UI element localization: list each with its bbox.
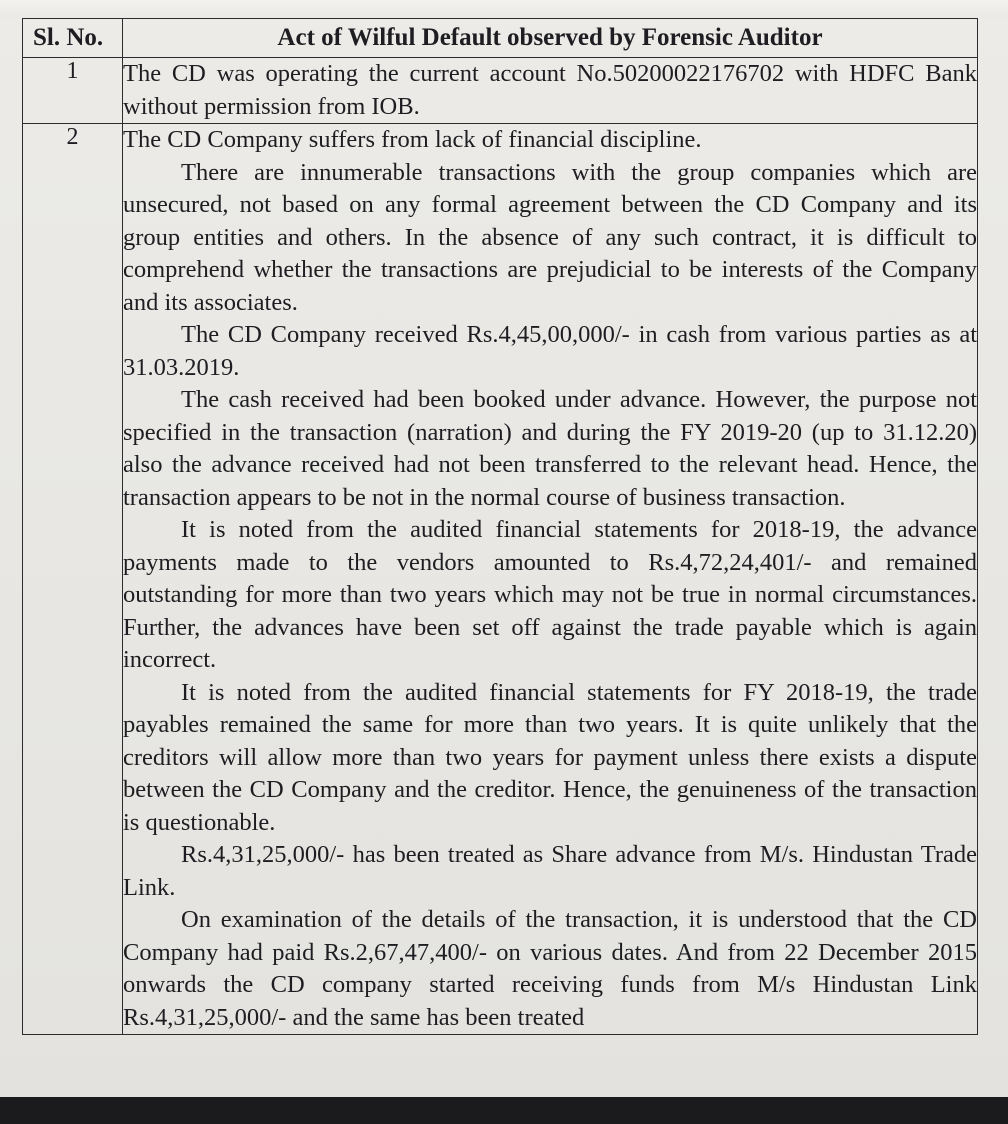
row-content	[123, 58, 978, 124]
table-row	[23, 124, 978, 1035]
page-bottom-shadow	[0, 1097, 1008, 1124]
table-header-row	[23, 19, 978, 58]
paragraph: Rs.4,31,25,000/- has been treated as Share advance from M/s. Hindustan Trade Link.	[123, 841, 977, 901]
header-sl-no: Sl. No.	[23, 19, 123, 58]
row-number: 2	[23, 124, 123, 1035]
paragraph: There are innumerable transactions with the group companies which are unsecured, not based on any formal agreement between the CD Company and its group entities and others. In the absence of any such contract, it is difficult to comprehend whether the transactions are prejudicial to be interests of the Company and its associates.	[123, 158, 977, 316]
paragraph: It is noted from the audited financial statements for 2018-19, the advance payments made to the vendors amounted to Rs.4,72,24,401/- and remained outstanding for more than two years which may not be true in normal circumstances. Further, the advances have been set off against the trade payable which is again incorrect.	[123, 516, 977, 673]
table-row	[23, 58, 978, 124]
row-number: 1	[23, 58, 123, 124]
paragraph: The CD Company received Rs.4,45,00,000/- in cash from various parties as at 31.03.2019.	[123, 321, 977, 381]
paragraph: It is noted from the audited financial statements for FY 2018-19, the trade payables remained the same for more than two years. It is quite unlikely that the creditors will allow more than two years for payment unless there exists a dispute between the CD Company and the creditor. Hence, the genuineness of the transaction is questionable.	[123, 678, 977, 836]
paragraph: The CD Company suffers from lack of financial discipline.	[123, 126, 702, 153]
page-top-edge	[0, 0, 1008, 18]
row-content	[123, 124, 978, 1035]
header-act: Act of Wilful Default observed by Forensic Auditor	[123, 19, 978, 58]
paragraph: On examination of the details of the transaction, it is understood that the CD Company had paid Rs.2,67,47,400/- on various dates. And from 22 December 2015 onwards the CD company started receiving funds from M/s Hindustan Link Rs.4,31,25,000/- and the same has been treated	[123, 906, 977, 1031]
paragraph: The CD was operating the current account No.50200022176702 with HDFC Bank without permission from IOB.	[123, 60, 977, 120]
wilful-default-table	[22, 18, 978, 1035]
paragraph: The cash received had been booked under advance. However, the purpose not specified in the transaction (narration) and during the FY 2019-20 (up to 31.12.20) also the advance received had not been transferred to the relevant head. Hence, the transaction appears to be not in the normal course of business transaction.	[123, 386, 977, 511]
